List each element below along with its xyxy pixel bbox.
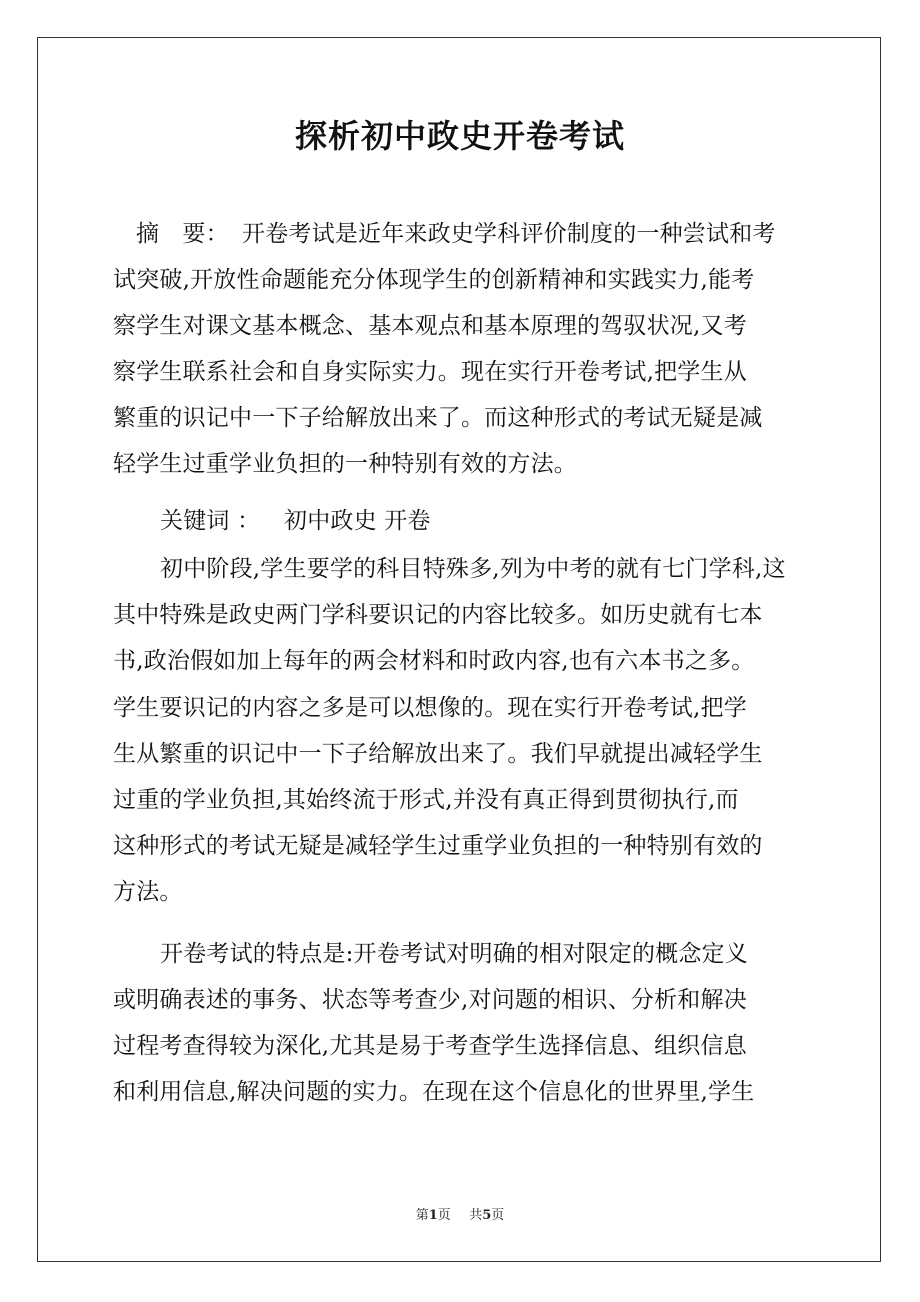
- total-suffix: 页: [491, 1208, 505, 1223]
- paragraph-line: 或明确表述的事务、状态等考查少,对问题的相识、分析和解决: [113, 987, 747, 1013]
- keywords-value: 初中政史 开卷: [284, 508, 431, 534]
- total-pages-indicator: [461, 1208, 504, 1223]
- page-footer: [0, 1206, 920, 1226]
- abstract-line: 开卷考试是近年来政史学科评价制度的一种尝试和考: [242, 221, 776, 247]
- abstract-line: 试突破,开放性命题能充分体现学生的创新精神和实践实力,能考: [113, 267, 755, 293]
- total-prefix: 共: [469, 1208, 483, 1223]
- paragraph-line: 和利用信息,解决问题的实力。在现在这个信息化的世界里,学生: [113, 1079, 755, 1105]
- paragraph-line: 开卷考试的特点是:开卷考试对明确的相对限定的概念定义: [160, 941, 748, 967]
- keywords-label: 关键词 ：: [160, 508, 261, 534]
- page-indicator: [416, 1208, 451, 1223]
- paragraph-line: 初中阶段,学生要学的科目特殊多,列为中考的就有七门学科,这: [160, 556, 786, 582]
- paragraph-line: 这种形式的考试无疑是减轻学生过重学业负担的一种特别有效的: [113, 833, 763, 859]
- current-page-number: 1: [428, 1208, 438, 1223]
- abstract-line: 繁重的识记中一下子给解放出来了。而这种形式的考试无疑是减: [113, 405, 763, 431]
- abstract-label: 摘 要：: [136, 221, 229, 247]
- abstract-line: 察学生联系社会和自身实际实力。现在实行开卷考试,把学生从: [113, 359, 747, 385]
- abstract-line: 轻学生过重学业负担的一种特别有效的方法。: [113, 451, 577, 477]
- paragraph-line: 过程考查得较为深化,尤其是易于考查学生选择信息、组织信息: [113, 1033, 747, 1059]
- paragraph-line: 过重的学业负担,其始终流于形式,并没有真正得到贯彻执行,而: [113, 787, 739, 813]
- page-prefix: 第: [415, 1208, 429, 1223]
- paragraph-line: 方法。: [113, 879, 183, 905]
- paragraph-line: 学生要识记的内容之多是可以想像的。现在实行开卷考试,把学: [113, 695, 747, 721]
- paragraph-line: 书,政治假如加上每年的两会材料和时政内容,也有六本书之多。: [113, 648, 755, 674]
- paragraph-line: 其中特殊是政史两门学科要识记的内容比较多。如历史就有七本: [113, 602, 763, 628]
- page-suffix: 页: [437, 1208, 451, 1223]
- total-pages-number: 5: [482, 1208, 492, 1223]
- document-title: 探析初中政史开卷考试: [294, 117, 625, 155]
- abstract-line: 察学生对课文基本概念、基本观点和基本原理的驾驭状况,又考: [113, 313, 747, 339]
- paragraph-line: 生从繁重的识记中一下子给解放出来了。我们早就提出减轻学生: [113, 741, 763, 767]
